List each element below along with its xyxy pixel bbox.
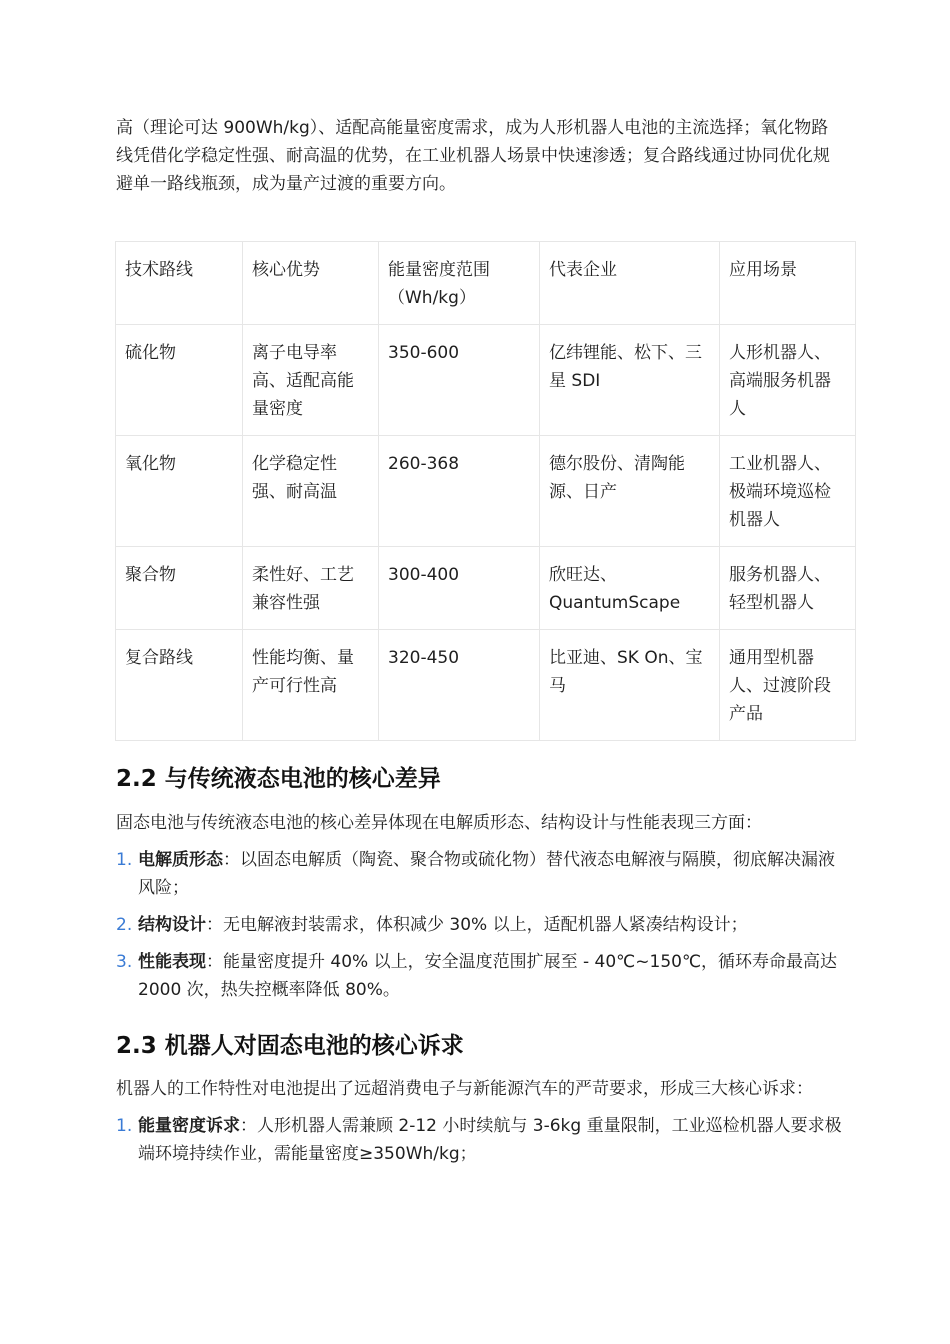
list-text: ：能量密度提升 40% 以上，安全温度范围扩展至 - 40℃~150℃，循环寿命最高达 2000 次，热失控概率降低 80%。 [138, 952, 838, 1000]
table-cell: 硫化物 [116, 325, 243, 436]
table-cell: 化学稳定性强、耐高温 [243, 436, 379, 547]
table-cell: 柔性好、工艺兼容性强 [243, 547, 379, 630]
table-cell: 欣旺达、QuantumScape [540, 547, 720, 630]
list-item [116, 1112, 846, 1168]
list-term: 性能表现 [138, 952, 206, 972]
table-header-row [116, 242, 856, 325]
list-term: 能量密度诉求 [138, 1116, 240, 1136]
list-item [116, 911, 846, 939]
header-cell: 应用场景 [720, 242, 856, 325]
table-cell: 300-400 [379, 547, 540, 630]
list-number: 3. [116, 952, 133, 972]
list-number: 1. [116, 850, 133, 870]
section-2-3-lead: 机器人的工作特性对电池提出了远超消费电子与新能源汽车的严苛要求，形成三大核心诉求： [116, 1079, 813, 1099]
table-cell: 人形机器人、高端服务机器人 [720, 325, 856, 436]
header-cell: 技术路线 [116, 242, 243, 325]
table-cell: 服务机器人、轻型机器人 [720, 547, 856, 630]
table-cell: 260-368 [379, 436, 540, 547]
list-number: 2. [116, 915, 133, 935]
header-cell: 能量密度范围（Wh/kg） [379, 242, 540, 325]
header-cell: 代表企业 [540, 242, 720, 325]
table-row [116, 547, 856, 630]
list-number: 1. [116, 1116, 133, 1136]
table-cell: 离子电导率高、适配高能量密度 [243, 325, 379, 436]
table-cell: 通用型机器人、过渡阶段产品 [720, 630, 856, 741]
table-cell: 320-450 [379, 630, 540, 741]
table-cell: 比亚迪、SK On、宝马 [540, 630, 720, 741]
table-row [116, 436, 856, 547]
table-cell: 德尔股份、清陶能源、日产 [540, 436, 720, 547]
intro-paragraph: 高（理论可达 900Wh/kg）、适配高能量密度需求，成为人形机器人电池的主流选择；氧化物路线凭借化学稳定性强、耐高温的优势，在工业机器人场景中快速渗透；复合路线通过协同优化规避单一路线瓶颈，成为量产过渡的重要方向。 [116, 118, 830, 194]
table-cell: 聚合物 [116, 547, 243, 630]
section-2-3-heading: 2.3 机器人对固态电池的核心诉求 [116, 1033, 464, 1059]
list-text: ：以固态电解质（陶瓷、聚合物或硫化物）替代液态电解液与隔膜，彻底解决漏液风险； [138, 850, 835, 898]
table-cell: 性能均衡、量产可行性高 [243, 630, 379, 741]
list-term: 电解质形态 [138, 850, 223, 870]
table-row [116, 630, 856, 741]
tech-route-table [115, 241, 856, 741]
list-text: ：无电解液封装需求，体积减少 30% 以上，适配机器人紧凑结构设计； [206, 915, 748, 935]
table-cell: 氧化物 [116, 436, 243, 547]
section-2-3-list [116, 1112, 846, 1168]
table-cell: 350-600 [379, 325, 540, 436]
list-item [116, 846, 846, 902]
section-2-2-list [116, 846, 846, 1004]
table-cell: 复合路线 [116, 630, 243, 741]
table-cell: 工业机器人、极端环境巡检机器人 [720, 436, 856, 547]
section-2-2-lead: 固态电池与传统液态电池的核心差异体现在电解质形态、结构设计与性能表现三方面： [116, 813, 762, 833]
section-2-2-heading: 2.2 与传统液态电池的核心差异 [116, 766, 441, 792]
list-item [116, 948, 846, 1004]
list-text: ：人形机器人需兼顾 2-12 小时续航与 3-6kg 重量限制，工业巡检机器人要求极端环境持续作业，需能量密度≥350Wh/kg； [138, 1116, 842, 1164]
list-term: 结构设计 [138, 915, 206, 935]
table-row [116, 325, 856, 436]
table-cell: 亿纬锂能、松下、三星 SDI [540, 325, 720, 436]
header-cell: 核心优势 [243, 242, 379, 325]
